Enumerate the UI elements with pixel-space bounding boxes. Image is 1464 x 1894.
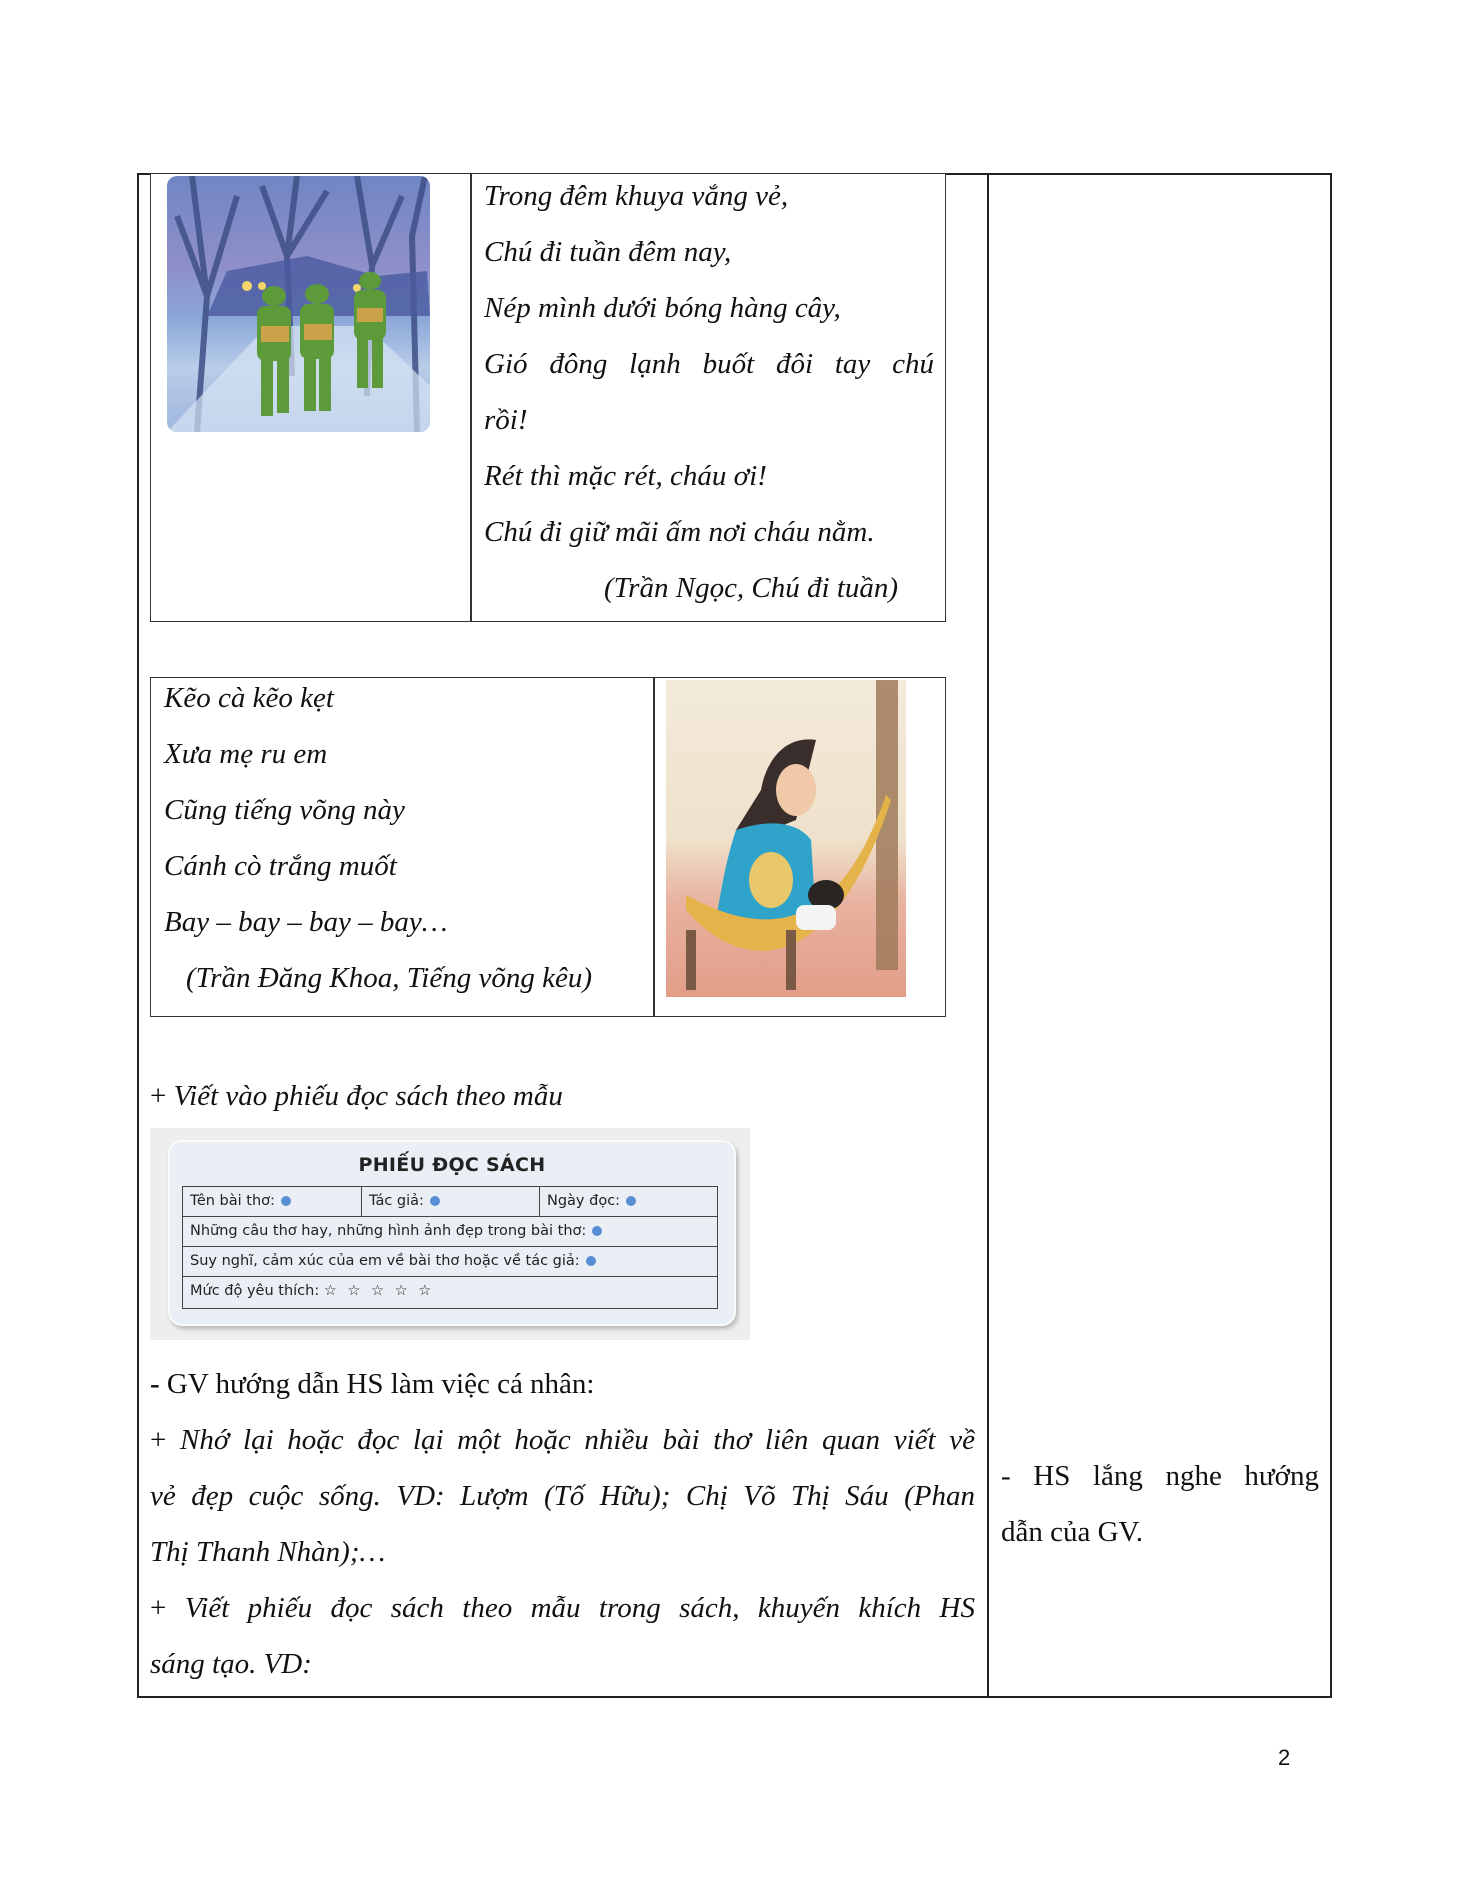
blue-dot-icon	[586, 1256, 596, 1266]
poem2-line: Bay – bay – bay – bay…	[164, 906, 448, 938]
blue-dot-icon	[626, 1196, 636, 1206]
soldiers-illustration	[167, 176, 430, 432]
hammock-illustration	[666, 680, 906, 997]
star-rating-icons: ☆ ☆ ☆ ☆ ☆	[323, 1283, 435, 1299]
poem1-citation: (Trần Ngọc, Chú đi tuần)	[604, 572, 899, 604]
column-divider	[987, 173, 989, 1698]
student-activity-line: dẫn của GV.	[1001, 1516, 1144, 1548]
slip-field-label: Những câu thơ hay, những hình ảnh đẹp trong bài thơ:	[190, 1223, 587, 1239]
teacher-item-2-line	[150, 1580, 975, 1636]
blue-dot-icon	[281, 1196, 291, 1206]
item-text: Viết phiếu đọc sách theo mẫu trong sách, khuyến khích HS	[184, 1592, 975, 1624]
student-activity-line: - HS lắng nghe hướng	[1001, 1460, 1319, 1492]
blue-dot-icon	[430, 1196, 440, 1206]
slip-field-label: Tác giả:	[369, 1193, 424, 1209]
slip-field-title	[183, 1187, 361, 1216]
poem1-line: Chú đi tuần đêm nay,	[484, 236, 732, 268]
page-number: 2	[1278, 1745, 1291, 1770]
dash-bullet: -	[150, 1368, 160, 1400]
poem1-line: Rét thì mặc rét, cháu ơi!	[484, 460, 767, 492]
slip-field-label: Suy nghĩ, cảm xúc của em về bài thơ hoặc về tác giả:	[190, 1253, 580, 1269]
slip-row-feelings	[183, 1247, 717, 1277]
slip-row-rating	[183, 1277, 717, 1307]
slip-field-label: Ngày đọc:	[547, 1193, 621, 1209]
poem1-line: Gió đông lạnh buốt đôi tay chú	[484, 348, 934, 380]
poem1-line: rồi!	[484, 404, 528, 436]
poem2-line: Cánh cò trắng muốt	[164, 850, 397, 882]
bullet-plus: +	[150, 1424, 167, 1456]
reading-slip-table	[182, 1186, 718, 1309]
heading-text: GV hướng dẫn HS làm việc cá nhân:	[166, 1368, 595, 1400]
write-slip-instruction	[150, 1068, 563, 1124]
poem2-line: Kẽo cà kẽo kẹt	[164, 682, 334, 714]
poem2-citation: (Trần Đăng Khoa, Tiếng võng kêu)	[186, 962, 592, 994]
poem2-line: Xưa mẹ ru em	[164, 738, 328, 770]
teacher-item-1-line	[150, 1412, 975, 1468]
slip-row-favorite-lines	[183, 1217, 717, 1247]
mother-hammock-image-icon	[666, 680, 906, 997]
poem1-table-divider	[470, 174, 472, 621]
teacher-item-1-line: Thị Thanh Nhàn);…	[150, 1536, 386, 1568]
teacher-item-2-line: sáng tạo. VD:	[150, 1648, 312, 1680]
poem1-line: Nép mình dưới bóng hàng cây,	[484, 292, 841, 324]
poem1-line: Chú đi giữ mãi ấm nơi cháu nằm.	[484, 516, 875, 548]
bullet-plus: +	[150, 1080, 167, 1112]
bullet-plus: +	[150, 1592, 167, 1624]
blue-dot-icon	[592, 1226, 602, 1236]
teacher-item-1-line: vẻ đẹp cuộc sống. VD: Lượm (Tố Hữu); Chị Võ Thị Sáu (Phan	[150, 1480, 975, 1512]
slip-field-label: Mức độ yêu thích:	[190, 1283, 320, 1299]
poem1-line: Trong đêm khuya vắng vẻ,	[484, 180, 789, 212]
item-text: Nhớ lại hoặc đọc lại một hoặc nhiều bài thơ liên quan viết về	[180, 1424, 975, 1456]
instruction-text: Viết vào phiếu đọc sách theo mẫu	[173, 1080, 563, 1112]
slip-field-label: Tên bài thơ:	[190, 1193, 275, 1209]
teacher-activity-heading	[150, 1356, 595, 1412]
slip-field-date	[539, 1187, 717, 1216]
reading-slip-title: PHIẾU ĐỌC SÁCH	[358, 1154, 546, 1176]
poem2-line: Cũng tiếng võng này	[164, 794, 405, 826]
soldiers-patrol-image-icon	[167, 176, 430, 432]
poem2-table-divider	[653, 678, 655, 1016]
slip-field-author	[361, 1187, 539, 1216]
slip-row-basic-info	[183, 1187, 717, 1217]
